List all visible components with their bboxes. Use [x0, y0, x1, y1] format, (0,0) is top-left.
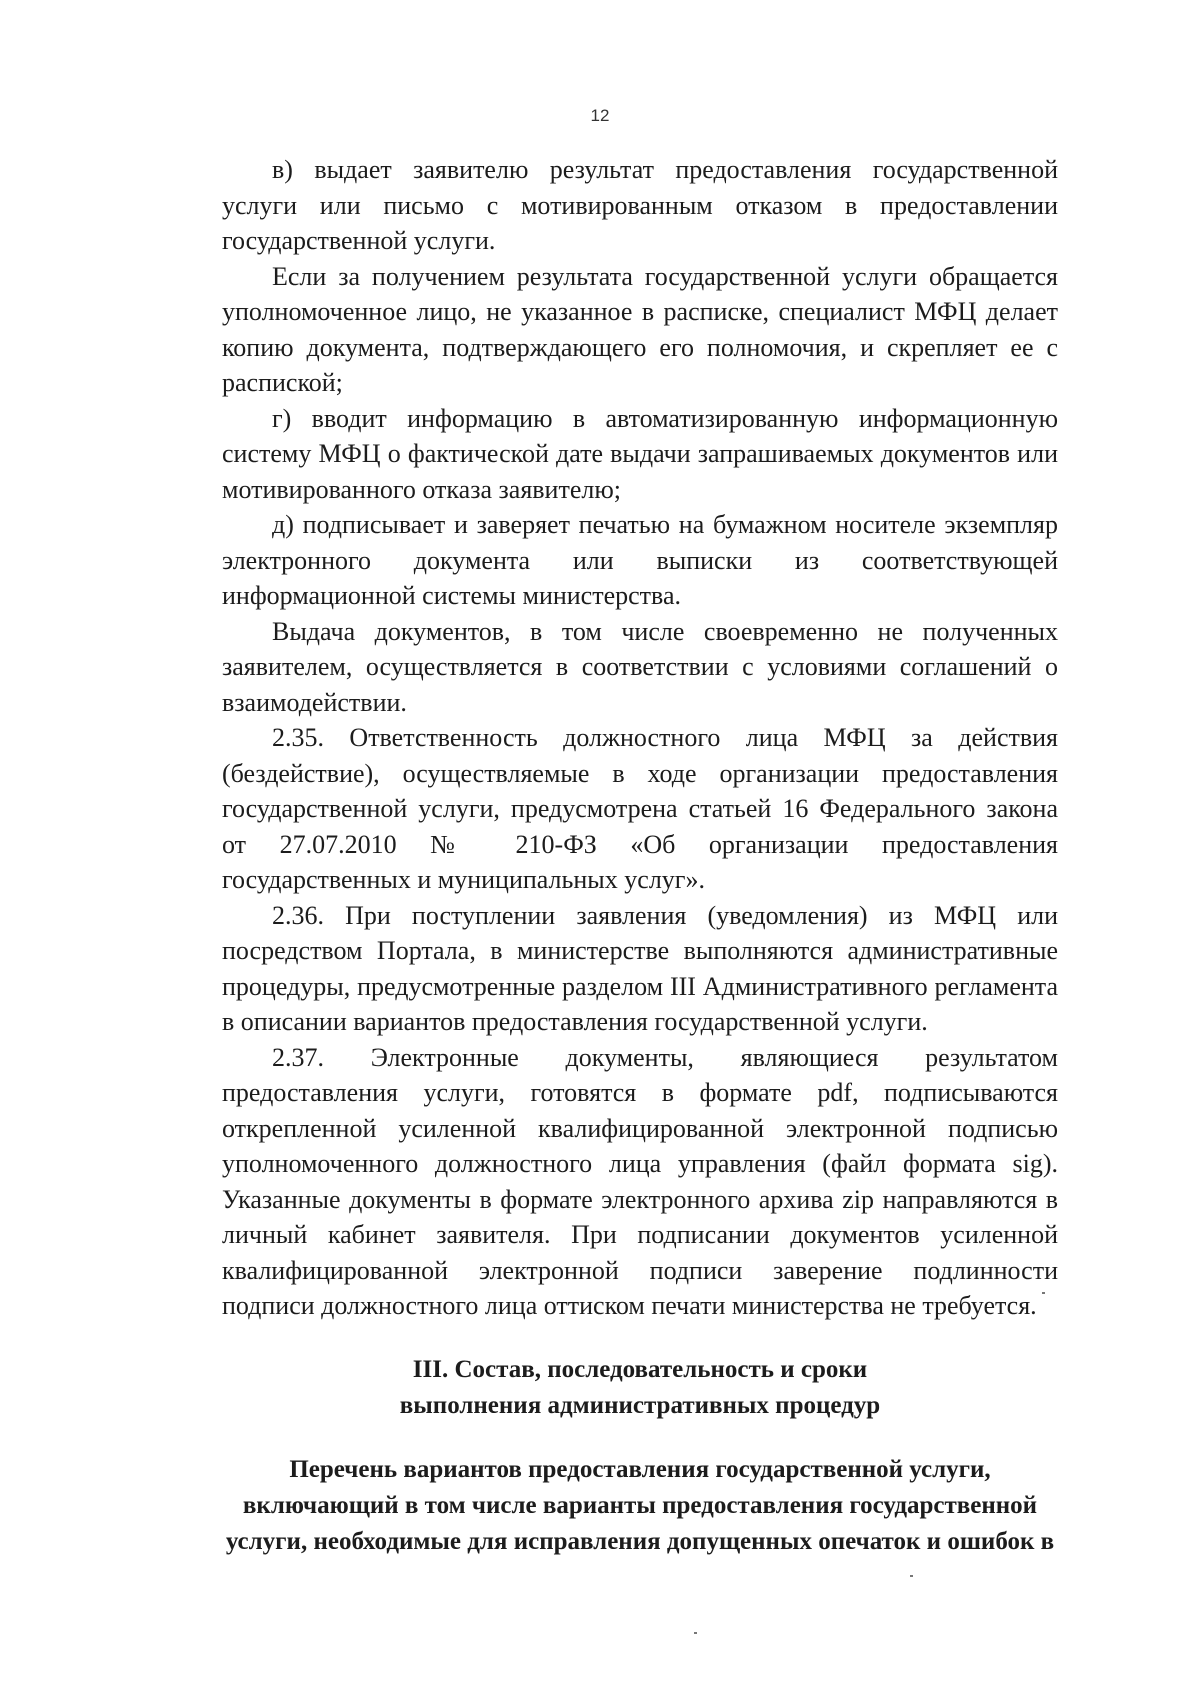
- document-body: [222, 152, 1058, 1560]
- subsection-heading-line-2: включающий в том числе варианты предоставления государственной: [242, 1491, 1038, 1519]
- scan-speck: [1042, 1292, 1045, 1294]
- subsection-heading-line-1: Перечень вариантов предоставления государственной услуги,: [289, 1455, 991, 1483]
- paragraph-authorized-person: Если за получением результата государственной услуги обращается уполномоченное лицо, не указанное в расписке, специалист МФЦ делает копию документа, подтверждающего его полномочия, и скрепляет ее с распиской;: [222, 261, 1058, 397]
- section-heading-line-2: выполнения административных процедур: [399, 1391, 881, 1419]
- paragraph-2-35: 2.35. Ответственность должностного лица МФЦ за действия (бездействие), осуществляемые в ходе организации предоставления государственной услуги, предусмотрена статьей 16 Федерального закона от 27.07.2010 № 210-ФЗ «Об организации предоставления государственных и муниципальных услуг».: [222, 723, 1058, 894]
- paragraph-item-v: в) выдает заявителю результат предоставления государственной услуги или письмо с мотивированным отказом в предоставлении государственной услуги.: [222, 155, 1058, 255]
- paragraph-2-37: 2.37. Электронные документы, являющиеся результатом предоставления услуги, готовятся в формате pdf, подписываются открепленной усиленной квалифицированной электронной подписью уполномоченного должностного лица управления (файл формата sig). Указанные документы в формате электронного архива zip направляются в личный кабинет заявителя. При подписании документов усиленной квалифицированной электронной подписи заверение подлинности подписи должностного лица оттиском печати министерства не требуется.: [222, 1042, 1058, 1320]
- paragraph-item-g: г) вводит информацию в автоматизированную информационную систему МФЦ о фактической дате выдачи запрашиваемых документов или мотивированного отказа заявителю;: [222, 403, 1058, 504]
- page-number: 12: [590, 106, 610, 125]
- section-heading: [222, 1352, 1058, 1424]
- scan-speck: [910, 1575, 913, 1577]
- paragraph-2-36: 2.36. При поступлении заявления (уведомления) из МФЦ или посредством Портала, в министерстве выполняются административные процедуры, предусмотренные разделом III Административного регламента в описании вариантов предоставления государственной услуги.: [222, 900, 1058, 1036]
- subsection-heading-line-3: услуги, необходимые для исправления допущенных опечаток и ошибок в: [225, 1527, 1055, 1555]
- paragraph-item-d: д) подписывает и заверяет печатью на бумажном носителе экземпляр электронного документа или выписки из соответствующей информационной системы министерства.: [222, 510, 1058, 610]
- paragraph-issuance: Выдача документов, в том числе своевременно не полученных заявителем, осуществляется в соответствии с условиями соглашений о взаимодействии.: [222, 616, 1058, 717]
- section-heading-line-1: III. Состав, последовательность и сроки: [412, 1355, 868, 1383]
- scan-speck: [694, 1632, 697, 1634]
- subsection-heading: [222, 1452, 1058, 1560]
